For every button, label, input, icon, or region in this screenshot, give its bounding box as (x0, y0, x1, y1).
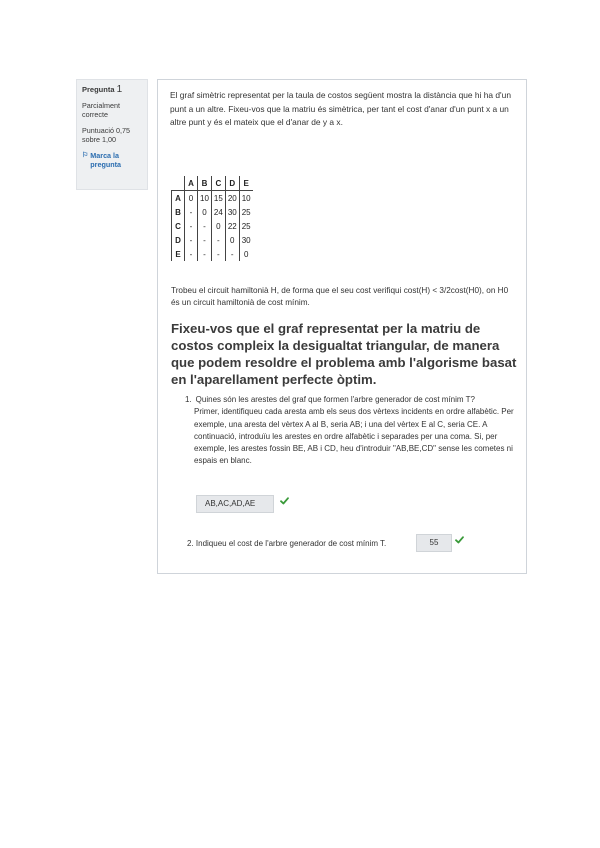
row-label: E (172, 247, 185, 261)
cell: 0 (185, 191, 198, 206)
cell: - (225, 247, 239, 261)
subquestion-1-prompt (185, 394, 519, 406)
cost-table-corner (172, 176, 185, 191)
subquestion-2-number: 2. (187, 539, 194, 548)
cell: - (198, 219, 212, 233)
cell: 30 (239, 233, 252, 247)
cell: - (211, 233, 225, 247)
cell: 0 (225, 233, 239, 247)
question-grade: Puntuació 0,75 sobre 1,00 (82, 125, 130, 144)
cell: 20 (225, 191, 239, 206)
cost-table-col: D (225, 176, 239, 191)
cell: 24 (211, 205, 225, 219)
find-instruction: Trobeu el circuit hamiltonià H, de forma que el seu cost verifiqui cost(H) < 3/2cost(H0), on H0 és un circuit hamiltonià de cost mínim. (171, 286, 509, 307)
cell: 22 (225, 219, 239, 233)
question-label: Pregunta (82, 85, 115, 94)
cell: 0 (239, 247, 252, 261)
cost-table-col: B (198, 176, 212, 191)
cell: - (185, 205, 198, 219)
cell: 0 (211, 219, 225, 233)
cell: - (185, 233, 198, 247)
cost-table-row (172, 191, 253, 206)
subquestion-2 (187, 538, 386, 550)
question-info-panel (76, 79, 148, 190)
cost-table-col: A (185, 176, 198, 191)
correct-check-icon (280, 497, 289, 505)
cost-table-header (172, 176, 253, 191)
flag-label: Marca la pregunta (90, 150, 122, 169)
cell: 0 (198, 205, 212, 219)
cell: - (211, 247, 225, 261)
highlight-heading: Fixeu-vos que el graf representat per la matriu de costos compleix la desigualtat triangular, de manera que podem resoldre el problema amb l'algorisme basat en l'aparellament perfecte òptim. (171, 321, 517, 387)
cell: 25 (239, 219, 252, 233)
cost-table-row (172, 233, 253, 247)
cell: - (198, 247, 212, 261)
correct-check-icon (455, 536, 464, 544)
cell: 10 (239, 191, 252, 206)
row-label: A (172, 191, 185, 206)
row-label: C (172, 219, 185, 233)
question-number: 1 (116, 84, 123, 95)
subquestion-1-help: Primer, identifiqueu cada aresta amb els seus dos vèrtexs incidents en ordre alfabètic. Per exemple, una aresta del vèrtex A al B, seria AB; i una del vèrtex E al C, seria CE. A continuació, introduïu les arestes en ordre alfabètic i separades per una coma. Si, per exemple, les arestes fossin BE, AB i CD, heu d'introduir "AB,BE,CD" sense les cometes ni espais en blanc. (194, 407, 514, 466)
cost-table (171, 176, 253, 261)
row-label: B (172, 205, 185, 219)
cost-table-row (172, 219, 253, 233)
cost-table-row (172, 247, 253, 261)
subquestion-2-text: Indiqueu el cost de l'arbre generador de cost mínim T. (195, 539, 387, 548)
cost-table-col: E (239, 176, 252, 191)
cost-table-col: C (211, 176, 225, 191)
question-number-label (82, 85, 142, 95)
question-content (157, 79, 527, 574)
row-label: D (172, 233, 185, 247)
cost-table-row (172, 205, 253, 219)
question-state: Parcialment correcte (82, 100, 120, 119)
answer-2-input[interactable]: 55 (416, 534, 452, 552)
question-intro: El graf simètric representat per la taula de costos següent mostra la distància que hi ha d'un punt a un altre. Fixeu-vos que la matriu és simètrica, per tant el cost d'anar d'un punt x a un altre punt y és el mateix que el d'anar de y a x. (170, 90, 511, 127)
subquestion-1-number: 1. (185, 395, 192, 404)
flag-question-link[interactable] (82, 151, 142, 170)
flag-icon: ⚐ (82, 151, 89, 159)
subquestion-1 (185, 394, 519, 468)
cell: - (198, 233, 212, 247)
subquestion-1-text: Quines són les arestes del graf que formen l'arbre generador de cost mínim T? (195, 395, 475, 404)
cell: - (185, 247, 198, 261)
cell: 15 (211, 191, 225, 206)
answer-1-input[interactable]: AB,AC,AD,AE (196, 495, 274, 513)
cell: - (185, 219, 198, 233)
cell: 10 (198, 191, 212, 206)
cell: 30 (225, 205, 239, 219)
cell: 25 (239, 205, 252, 219)
